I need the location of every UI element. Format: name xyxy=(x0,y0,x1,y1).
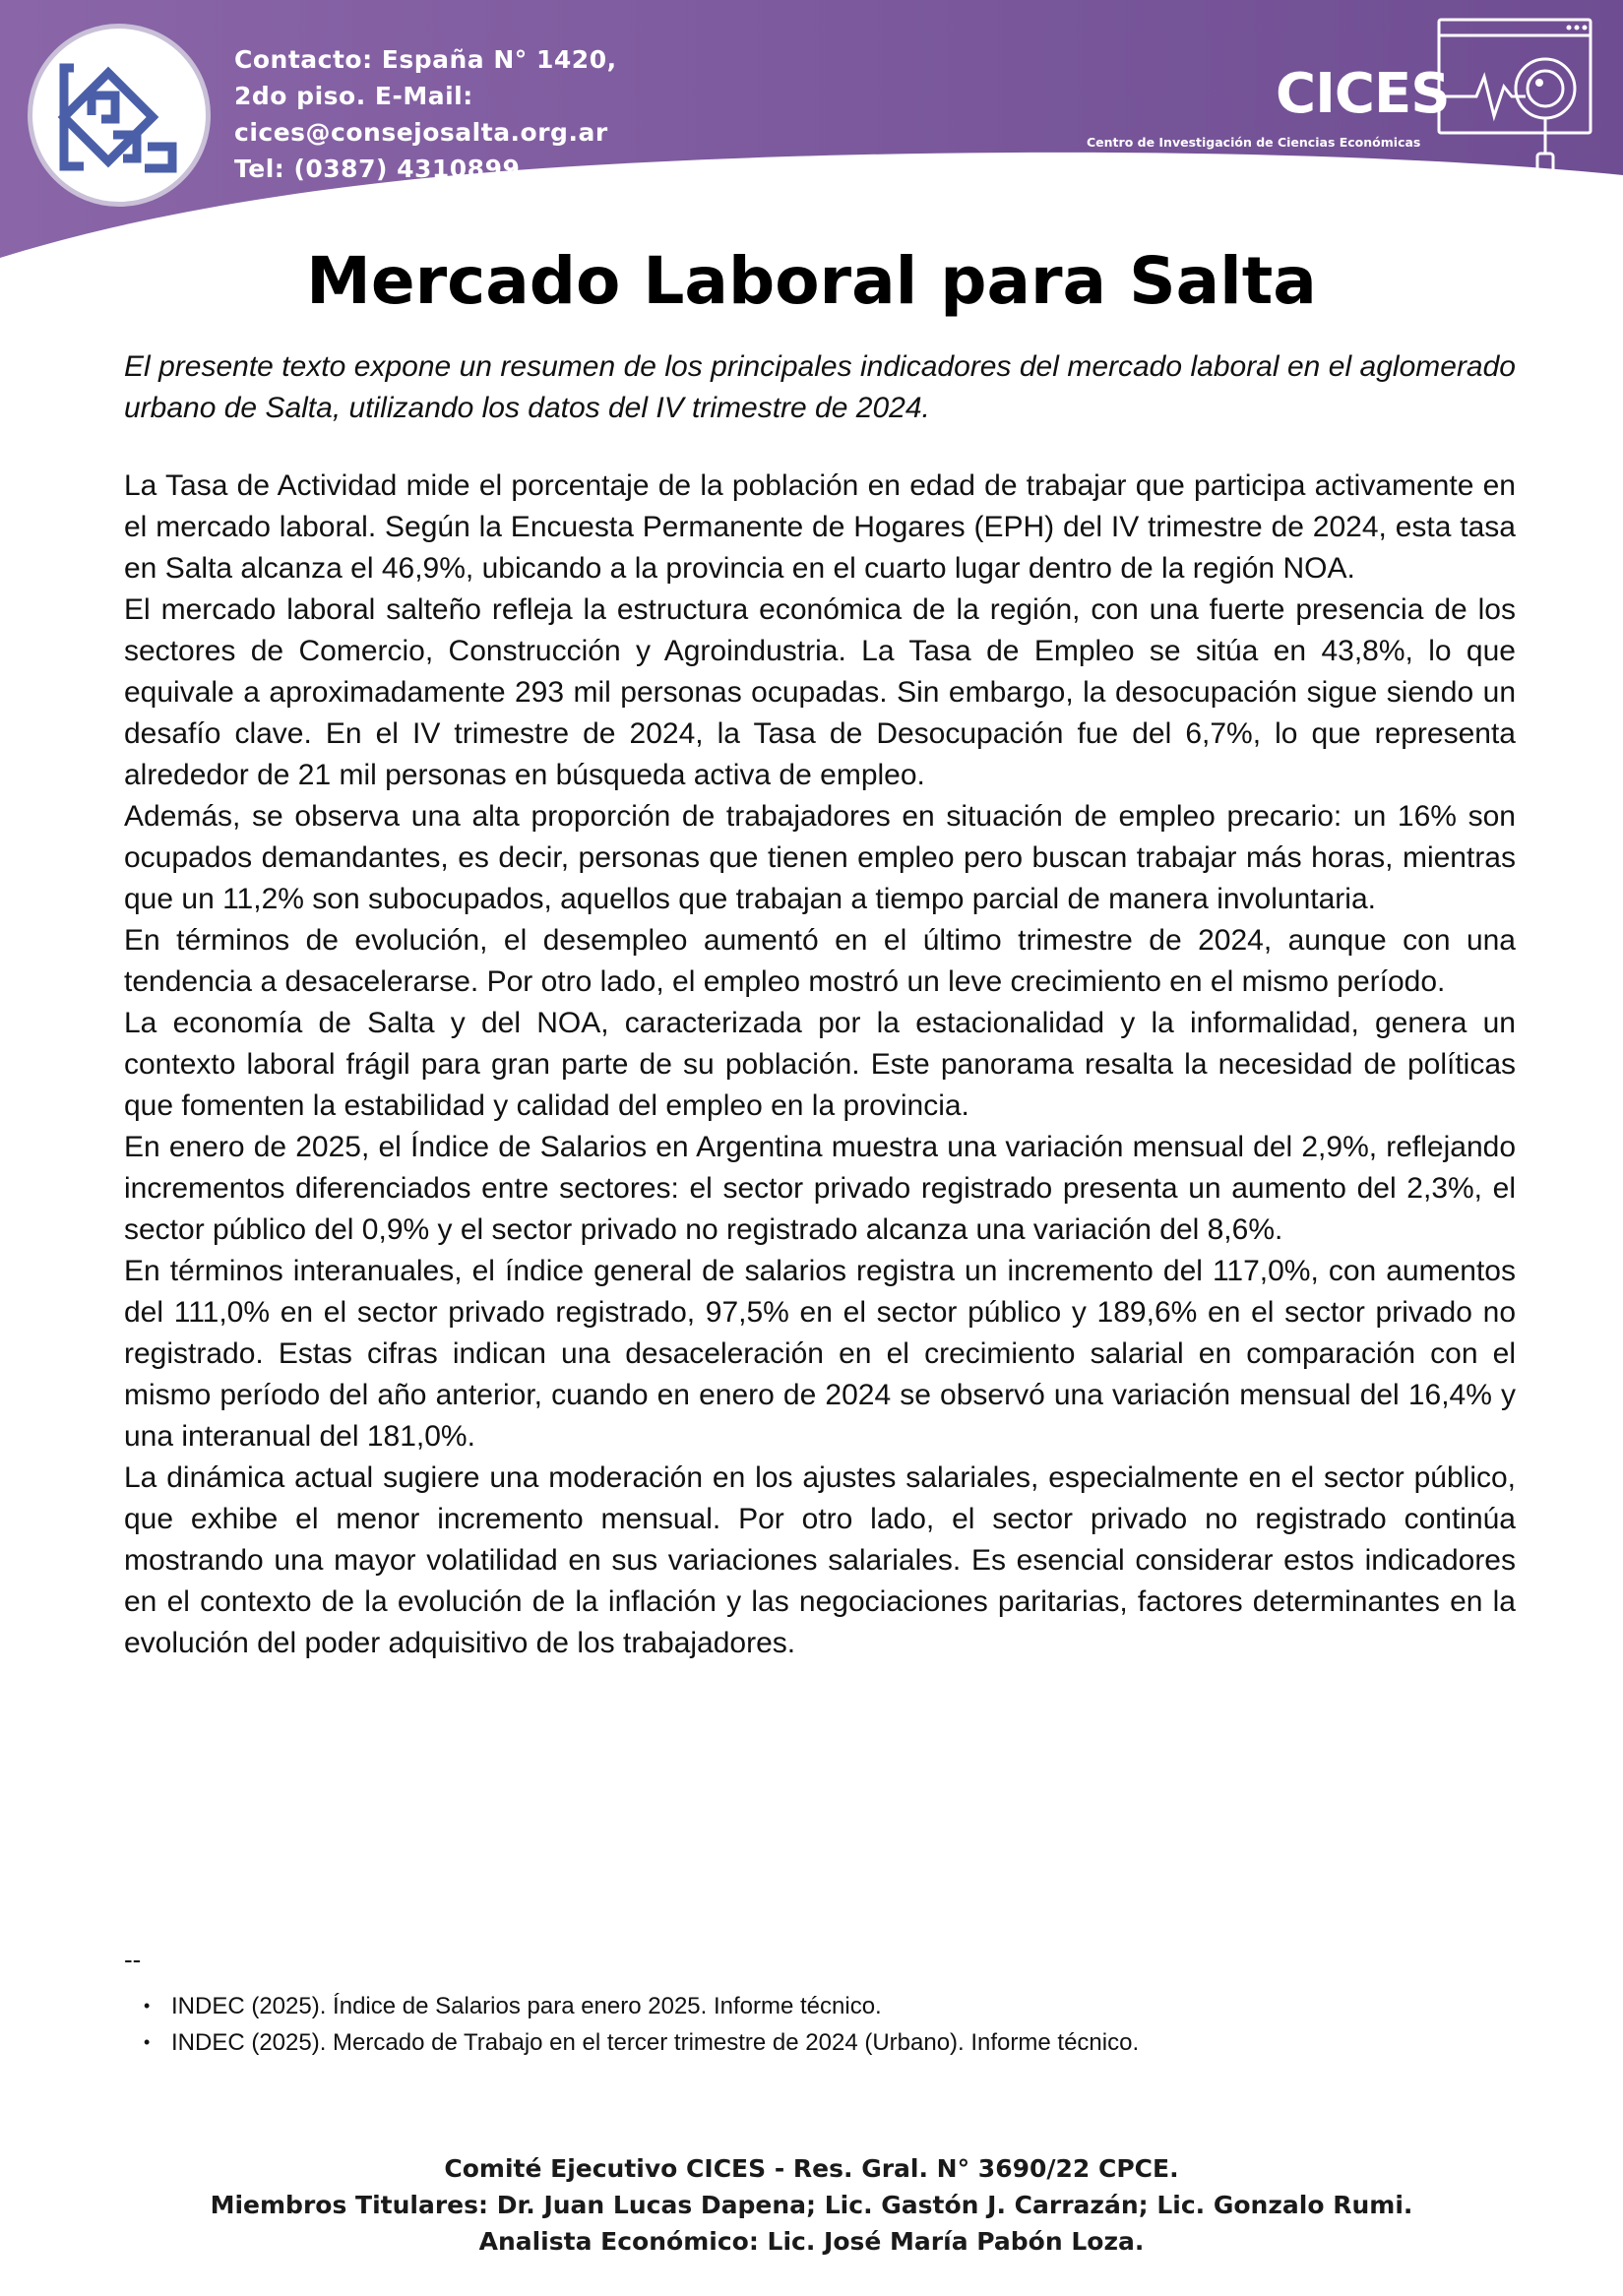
body-paragraph: Además, se observa una alta proporción de trabajadores en situación de empleo precario: un 16% son ocupados demandantes, es decir, personas que tienen empleo pero buscan trabajar más horas, mientras que un 11,2% son subocupados, aquellos que trabajan a tiempo parcial de manera involuntaria. xyxy=(124,800,1516,915)
contact-line: Contacto: España N° 1420, xyxy=(234,45,617,74)
body-paragraph: En términos de evolución, el desempleo aumentó en el último trimestre de 2024, aunque con una tendencia a desacelerarse. Por otro lado, el empleo mostró un leve crecimiento en el mismo período. xyxy=(124,924,1516,998)
footer-line: Miembros Titulares: Dr. Juan Lucas Dapena; Lic. Gastón J. Carrazán; Lic. Gonzalo Rumi. xyxy=(210,2191,1413,2219)
contact-email[interactable]: cices@consejosalta.org.ar xyxy=(234,118,608,147)
monitor-heartbeat-magnifier-icon xyxy=(1437,18,1594,180)
cpce-logo xyxy=(28,24,211,207)
body-paragraph: El mercado laboral salteño refleja la estructura económica de la región, con una fuerte presencia de los sectores de Comercio, Construcción y Agroindustria. La Tasa de Empleo se sitúa en 43,8%, lo que equivale a aproximadamente 293 mil personas ocupadas. Sin embargo, la desocupación sigue siendo un desafío clave. En el IV trimestre de 2024, la Tasa de Desocupación fue del 6,7%, lo que representa alrededor de 21 mil personas en búsqueda activa de empleo. xyxy=(124,593,1516,791)
footer-line: Comité Ejecutivo CICES - Res. Gral. N° 3690/22 CPCE. xyxy=(444,2154,1179,2183)
page-title: Mercado Laboral para Salta xyxy=(306,243,1317,319)
contact-line: 2do piso. E-Mail: xyxy=(234,82,473,110)
body-paragraph: La economía de Salta y del NOA, caracterizada por la estacionalidad y la informalidad, genera un contexto laboral frágil para gran parte de su población. Este panorama resalta la necesidad de políticas que fomenten la estabilidad y calidad del empleo en la provincia. xyxy=(124,1007,1516,1122)
cpce-logo-mark-icon xyxy=(54,58,184,176)
header-band xyxy=(0,0,1623,266)
footer-line: Analista Económico: Lic. José María Pabón Loza. xyxy=(478,2227,1145,2256)
body-paragraph: La Tasa de Actividad mide el porcentaje de la población en edad de trabajar que participa activamente en el mercado laboral. Según la Encuesta Permanente de Hogares (EPH) del IV trimestre de 2024, esta tasa en Salta alcanza el 46,9%, ubicando a la provincia en el cuarto lugar dentro de la región NOA. xyxy=(124,469,1516,585)
intro-paragraph: El presente texto expone un resumen de los principales indicadores del mercado laboral en el aglomerado urbano de Salta, utilizando los datos del IV trimestre de 2024. xyxy=(124,350,1516,424)
reference-item: • INDEC (2025). Mercado de Trabajo en el tercer trimestre de 2024 (Urbano). Informe técnico. xyxy=(171,2024,1502,2061)
body-paragraph: La dinámica actual sugiere una moderación en los ajustes salariales, especialmente en el sector público, que exhibe el menor incremento mensual. Por otro lado, el sector privado no registrado continúa mostrando una mayor volatilidad en sus variaciones salariales. Es esencial considerar estos indicadores en el contexto de la evolución de la inflación y las negociaciones paritarias, factores determinantes en la evolución del poder adquisitivo de los trabajadores. xyxy=(124,1461,1516,1659)
contact-phone: Tel: (0387) 4310899 xyxy=(234,155,521,183)
references-list xyxy=(124,1988,1502,2061)
org-name: CICES xyxy=(1276,62,1450,126)
body-paragraph: En términos interanuales, el índice general de salarios registra un incremento del 117,0%, con aumentos del 111,0% en el sector privado registrado, 97,5% en el sector público y 189,6% en el sector privado no registrado. Estas cifras indican una desaceleración en el crecimiento salarial en comparación con el mismo período del año anterior, cuando en enero de 2024 se observó una variación mensual del 16,4% y una interanual del 181,0%. xyxy=(124,1255,1516,1453)
contact-info xyxy=(234,41,628,187)
body-paragraph: En enero de 2025, el Índice de Salarios en Argentina muestra una variación mensual del 2,9%, reflejando incrementos diferenciados entre sectores: el sector privado registrado presenta un aumento del 2,3%, el sector público del 0,9% y el sector privado no registrado alcanza una variación del 8,6%. xyxy=(124,1131,1516,1246)
reference-item: • INDEC (2025). Índice de Salarios para enero 2025. Informe técnico. xyxy=(171,1988,1502,2024)
references-separator: -- xyxy=(124,1945,142,1974)
org-subtitle: Centro de Investigación de Ciencias Económicas xyxy=(1087,135,1421,150)
document-body xyxy=(124,465,1516,1664)
footer-credits xyxy=(0,2150,1623,2260)
